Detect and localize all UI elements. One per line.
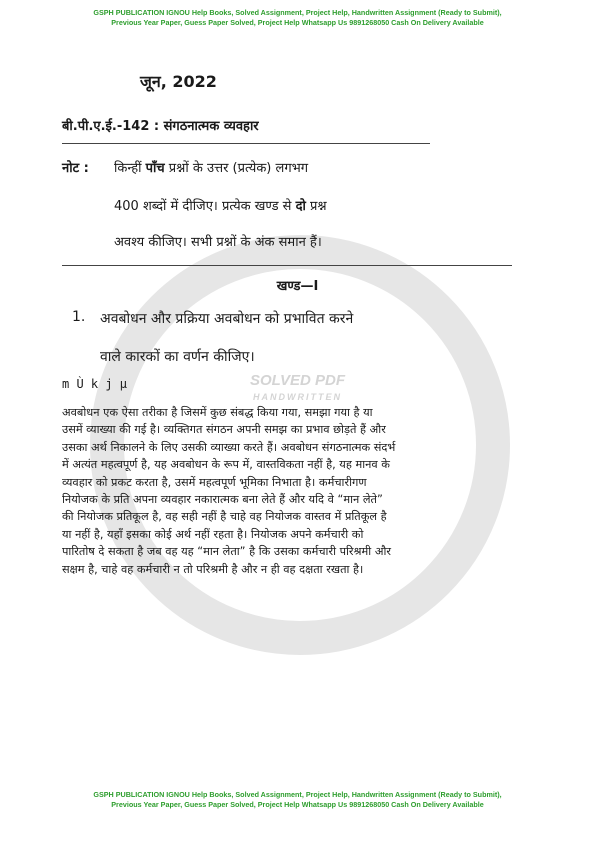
footer-line-1: GSPH PUBLICATION IGNOU Help Books, Solved Assignment, Project Help, Handwritten Assignment (Ready to Submit),: [93, 790, 502, 799]
note-line-3: अवश्य कीजिए। सभी प्रश्नों के अंक समान हैं।: [114, 235, 322, 250]
note-label: नोट :: [62, 161, 89, 176]
question-number: 1.: [72, 309, 86, 325]
answer-heading: m Ù k j µ: [62, 377, 128, 391]
footer-line-2: Previous Year Paper, Guess Paper Solved, Project Help Whatsapp Us 9891268050 Cash On Delivery Available: [111, 800, 484, 809]
answer-paragraph: [62, 404, 512, 578]
answer-line: नियोजक के प्रति अपना व्यवहार नकारात्मक बना लेते हैं और यदि वे “मान लेते”: [62, 493, 383, 507]
answer-line: पारितोष दे सकता है जब वह यह “मान लेता” है कि उसका कर्मचारी परिश्रमी और: [62, 545, 392, 559]
answer-line: की नियोजक प्रतिकूल है, वह सही नहीं है चाहे वह नियोजक वास्तव में प्रतिकूल है: [62, 510, 387, 524]
course-title: बी.पी.ए.ई.-142 : संगठनात्मक व्यवहार: [62, 119, 259, 134]
exam-date: जून, 2022: [140, 72, 217, 91]
answer-line: उसमें व्याख्या की गई है। व्यक्तिगत संगठन अपनी समझ का प्रभाव छोड़ते हैं और: [62, 423, 386, 437]
watermark-subtext: HANDWRITTEN: [253, 392, 342, 402]
watermark-text: SOLVED PDF: [249, 372, 346, 389]
answer-line: उसका अर्थ निकालने के लिए उसकी व्याख्या करते हैं। अवबोधन संगठनात्मक संदर्भ: [62, 440, 396, 454]
section-title: खण्ड—I: [276, 279, 319, 294]
note-line-2: 400 शब्दों में दीजिए। प्रत्येक खण्ड से दो प्रश्न: [114, 199, 327, 214]
divider: [62, 265, 512, 266]
header-line-1: GSPH PUBLICATION IGNOU Help Books, Solved Assignment, Project Help, Handwritten Assignment (Ready to Submit),: [93, 8, 502, 17]
note-emphasis: दो: [295, 199, 306, 214]
answer-line: सक्षम है, चाहे वह कर्मचारी न तो परिश्रमी है और न ही वह दक्षता रखता है।: [62, 562, 364, 576]
header-line-2: Previous Year Paper, Guess Paper Solved, Project Help Whatsapp Us 9891268050 Cash On Delivery Available: [111, 18, 484, 27]
answer-line: व्यवहार को प्रकट करता है, उसमें महत्वपूर्ण भूमिका निभाता है। कर्मचारीगण: [62, 475, 367, 489]
page-header: [0, 8, 595, 28]
answer-line: या नहीं है, यहाँ इसका कोई अर्थ नहीं रहता है। नियोजक अपने कर्मचारी को: [62, 527, 364, 541]
answer-line: में अत्यंत महत्वपूर्ण है, यह अवबोधन के रूप में, वास्तविकता नहीं है, यह मानव के: [62, 458, 390, 472]
answer-line: अवबोधन एक ऐसा तरीका है जिसमें कुछ संबद्ध किया गया, समझा गया है या: [62, 406, 373, 419]
divider: [62, 143, 430, 144]
note-line-1: किन्हीं पाँच प्रश्नों के उत्तर (प्रत्येक) लगभग: [114, 161, 309, 176]
note-emphasis: पाँच: [145, 161, 165, 176]
question-line-1: अवबोधन और प्रक्रिया अवबोधन को प्रभावित करने: [100, 311, 354, 327]
page-footer: [0, 790, 595, 810]
question-line-2: वाले कारकों का वर्णन कीजिए।: [100, 349, 255, 365]
